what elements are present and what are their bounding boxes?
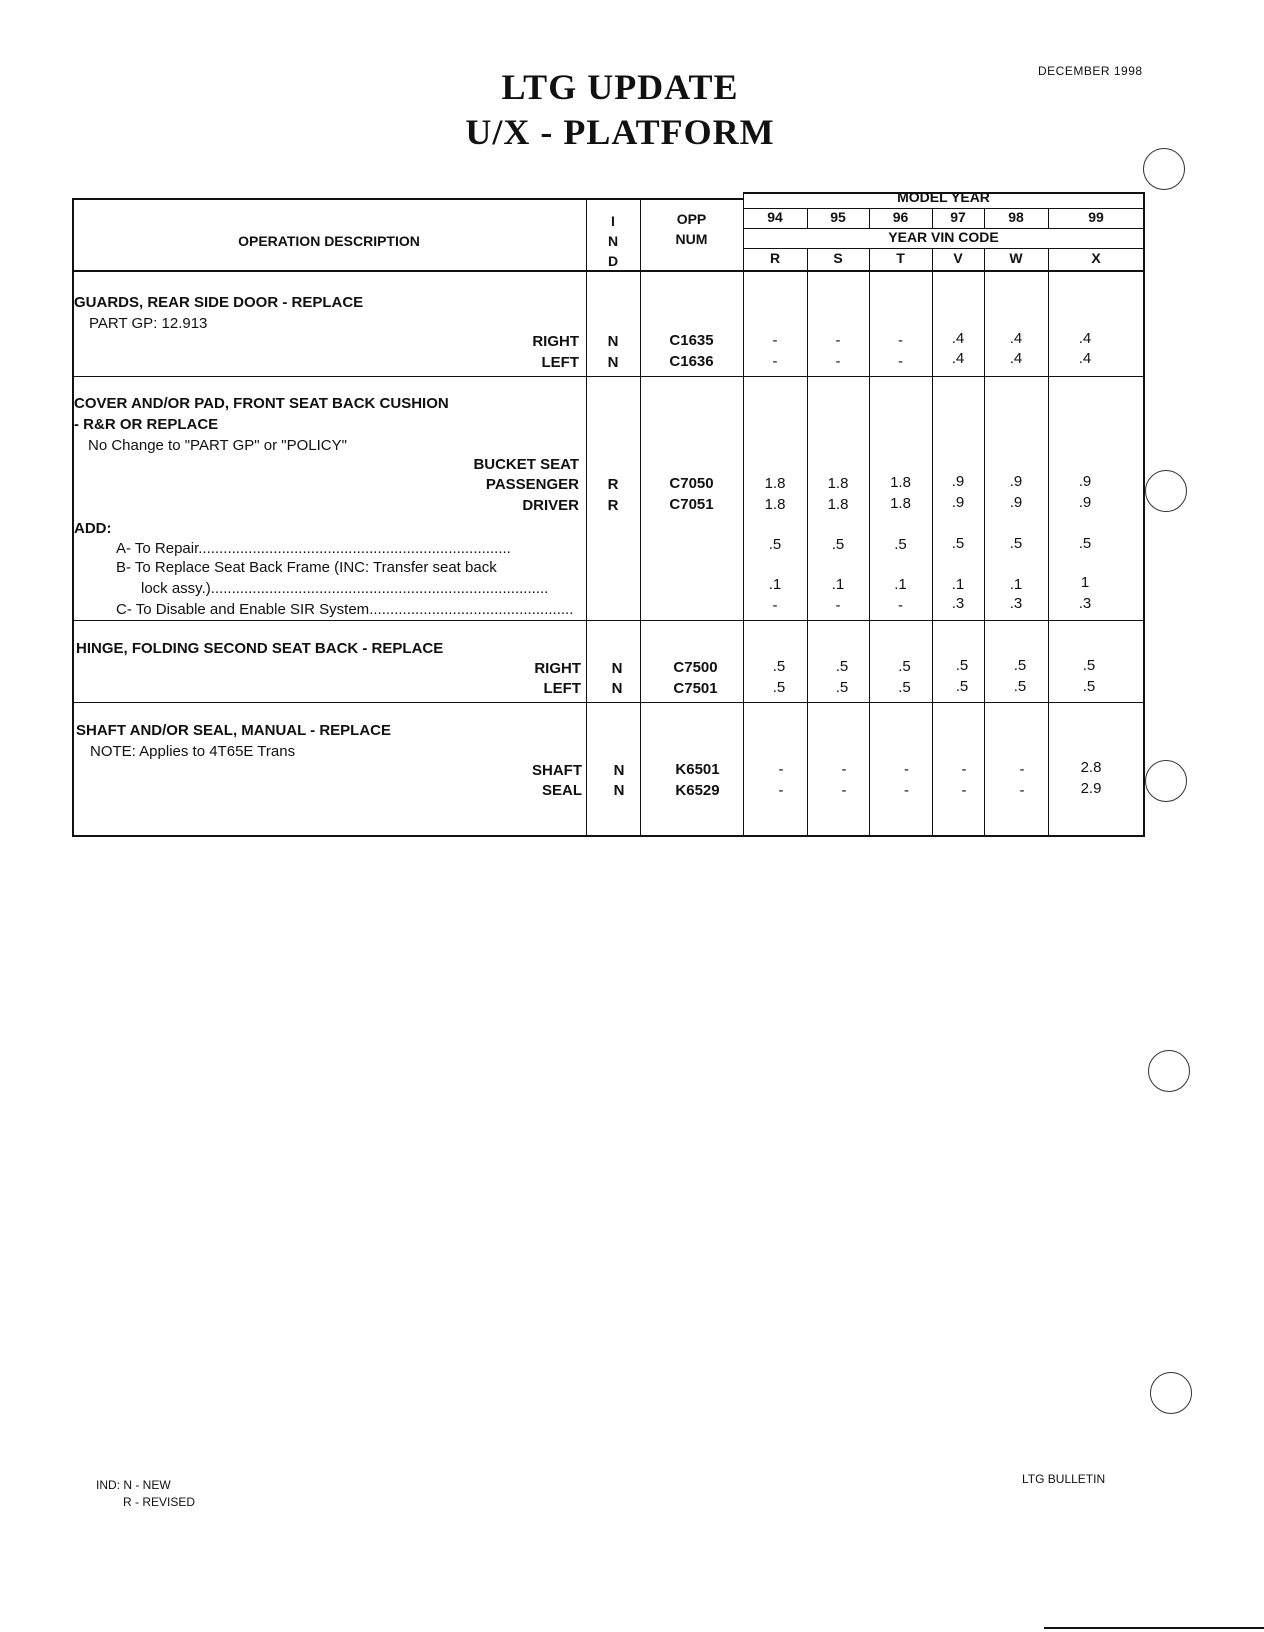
value-95: - — [841, 782, 847, 799]
row-label: LEFT — [541, 354, 579, 371]
value-98: .9 — [1009, 473, 1023, 490]
ind-legend-new: IND: N - NEW — [96, 1478, 171, 1492]
value-98: - — [1019, 782, 1025, 799]
add-c-label: C- To Disable and Enable SIR System................................................. — [116, 601, 574, 618]
value-97: .4 — [951, 330, 965, 347]
row-opp: C7500 — [673, 659, 718, 676]
cover-title: COVER AND/OR PAD, FRONT SEAT BACK CUSHION — [74, 395, 449, 412]
value-97: .4 — [951, 350, 965, 367]
row-ind: N — [607, 333, 619, 350]
row-opp: C7051 — [669, 496, 714, 513]
value-98: .5 — [1009, 535, 1023, 552]
operation-description-header: OPERATION DESCRIPTION — [238, 233, 420, 249]
value-98: .5 — [1013, 657, 1027, 674]
row-label: SEAL — [541, 782, 582, 799]
value-98: .4 — [1009, 330, 1023, 347]
value-96: - — [898, 597, 903, 614]
ind-header-d: D — [607, 253, 619, 269]
row-opp: K6529 — [675, 782, 720, 799]
document-date: DECEMBER 1998 — [1038, 64, 1143, 78]
value-94: 1.8 — [764, 475, 786, 492]
row-opp: C7501 — [673, 680, 718, 697]
value-98: - — [1019, 761, 1025, 778]
value-97: .9 — [951, 473, 965, 490]
ind-header-n: N — [607, 233, 619, 249]
value-95: .1 — [831, 576, 845, 593]
value-96: .5 — [898, 658, 911, 675]
value-99: .4 — [1078, 330, 1092, 347]
value-99: .3 — [1078, 595, 1092, 612]
value-99: .5 — [1082, 657, 1096, 674]
row-label: SHAFT — [532, 762, 582, 779]
ind-legend-revised: R - REVISED — [123, 1495, 196, 1509]
value-94: - — [778, 761, 784, 778]
page-title: LTG UPDATE — [501, 67, 739, 107]
vin-x: X — [1091, 250, 1101, 266]
vin-w: W — [1009, 250, 1023, 266]
value-94: .5 — [772, 658, 786, 675]
row-opp: C1635 — [669, 332, 714, 349]
ltg-bulletin-label: LTG BULLETIN — [1022, 1472, 1106, 1486]
value-97: .5 — [951, 535, 965, 552]
row-ind: N — [613, 782, 625, 799]
row-label: PASSENGER — [485, 476, 579, 493]
year-95: 95 — [830, 209, 846, 225]
binder-hole — [1150, 1372, 1192, 1414]
value-99: .9 — [1078, 494, 1092, 511]
value-95: - — [835, 597, 841, 614]
value-98: .1 — [1009, 576, 1023, 593]
add-a-text: A- To Repair — [116, 540, 199, 557]
row-label: RIGHT — [534, 660, 581, 677]
row-label: DRIVER — [522, 497, 579, 514]
row-opp: C7050 — [669, 475, 714, 492]
value-97: - — [961, 761, 967, 778]
value-99: .5 — [1082, 678, 1096, 695]
add-b-label-cont: lock assy.)................................................................................. — [141, 580, 549, 597]
vin-v: V — [953, 250, 963, 266]
value-94: .1 — [768, 576, 782, 593]
value-96: .5 — [894, 536, 907, 553]
value-96: - — [904, 761, 909, 778]
value-96: .1 — [894, 576, 907, 593]
value-94: - — [772, 597, 778, 614]
vin-r: R — [769, 250, 781, 266]
value-95: - — [835, 353, 841, 370]
value-97: .5 — [955, 657, 969, 674]
year-99: 99 — [1088, 209, 1104, 225]
add-label: ADD: — [74, 520, 112, 537]
row-ind: N — [611, 680, 623, 697]
value-98: .5 — [1013, 678, 1027, 695]
binder-hole — [1145, 470, 1187, 512]
value-95: - — [835, 332, 841, 349]
year-96: 96 — [892, 209, 909, 225]
value-99: 2.9 — [1080, 780, 1102, 797]
value-95: 1.8 — [827, 496, 849, 513]
vin-s: S — [833, 250, 843, 266]
cover-title-2: - R&R OR REPLACE — [74, 416, 219, 433]
value-97: .1 — [951, 576, 965, 593]
value-99: .4 — [1078, 350, 1092, 367]
row-ind: R — [607, 476, 619, 493]
row-ind: N — [613, 762, 625, 779]
year-94: 94 — [767, 209, 783, 225]
value-97: .9 — [951, 494, 965, 511]
num-header: NUM — [675, 231, 708, 247]
binder-hole — [1145, 760, 1187, 802]
shaft-title: SHAFT AND/OR SEAL, MANUAL - REPLACE — [76, 722, 391, 739]
add-b-label: B- To Replace Seat Back Frame (INC: Transfer seat back — [116, 559, 497, 576]
vin-t: T — [896, 250, 905, 266]
value-94: - — [778, 782, 784, 799]
row-opp: C1636 — [669, 353, 714, 370]
model-year-header: MODEL YEAR — [897, 189, 990, 205]
value-96: .5 — [898, 679, 911, 696]
value-99: 1 — [1080, 574, 1090, 591]
cover-note: No Change to "PART GP" or "POLICY" — [88, 437, 347, 454]
value-98: .4 — [1009, 350, 1023, 367]
add-b-text: lock assy.) — [141, 580, 211, 597]
value-99: .9 — [1078, 473, 1092, 490]
value-94: 1.8 — [764, 496, 786, 513]
row-ind: N — [611, 660, 623, 677]
value-97: - — [961, 782, 967, 799]
hinge-title: HINGE, FOLDING SECOND SEAT BACK - REPLACE — [76, 640, 444, 657]
row-opp: K6501 — [675, 761, 720, 778]
value-96: - — [904, 782, 909, 799]
value-99: .5 — [1078, 535, 1092, 552]
binder-hole — [1143, 148, 1185, 190]
value-97: .5 — [955, 678, 969, 695]
value-97: .3 — [951, 595, 965, 612]
value-95: .5 — [835, 679, 849, 696]
value-94: .5 — [772, 679, 786, 696]
shaft-note: NOTE: Applies to 4T65E Trans — [90, 743, 296, 760]
opp-header: OPP — [676, 211, 707, 227]
year-98: 98 — [1008, 209, 1024, 225]
ind-header-i: I — [611, 213, 615, 229]
guards-part-gp: PART GP: 12.913 — [89, 315, 208, 332]
value-96: - — [898, 332, 903, 349]
add-a-label: A- To Repair........................................................................... — [116, 540, 511, 557]
row-ind: N — [607, 354, 619, 371]
value-96: - — [898, 353, 903, 370]
value-96: 1.8 — [890, 474, 911, 491]
row-label: LEFT — [543, 680, 581, 697]
binder-hole — [1148, 1050, 1190, 1092]
page-edge-line — [1044, 1627, 1264, 1629]
value-95: 1.8 — [827, 475, 849, 492]
value-99: 2.8 — [1080, 759, 1102, 776]
value-94: .5 — [768, 536, 782, 553]
value-98: .9 — [1009, 494, 1023, 511]
year-97: 97 — [950, 209, 966, 225]
value-98: .3 — [1009, 595, 1023, 612]
bucket-seat-label: BUCKET SEAT — [473, 456, 579, 473]
value-95: .5 — [835, 658, 849, 675]
page-subtitle: U/X - PLATFORM — [465, 112, 775, 152]
value-94: - — [772, 353, 778, 370]
add-c-text: C- To Disable and Enable SIR System — [116, 601, 370, 618]
value-96: 1.8 — [890, 495, 911, 512]
value-95: - — [841, 761, 847, 778]
row-label: RIGHT — [532, 333, 579, 350]
year-vin-code-header: YEAR VIN CODE — [888, 229, 999, 245]
value-94: - — [772, 332, 778, 349]
value-95: .5 — [831, 536, 845, 553]
row-ind: R — [607, 497, 619, 514]
guards-title: GUARDS, REAR SIDE DOOR - REPLACE — [74, 294, 364, 311]
